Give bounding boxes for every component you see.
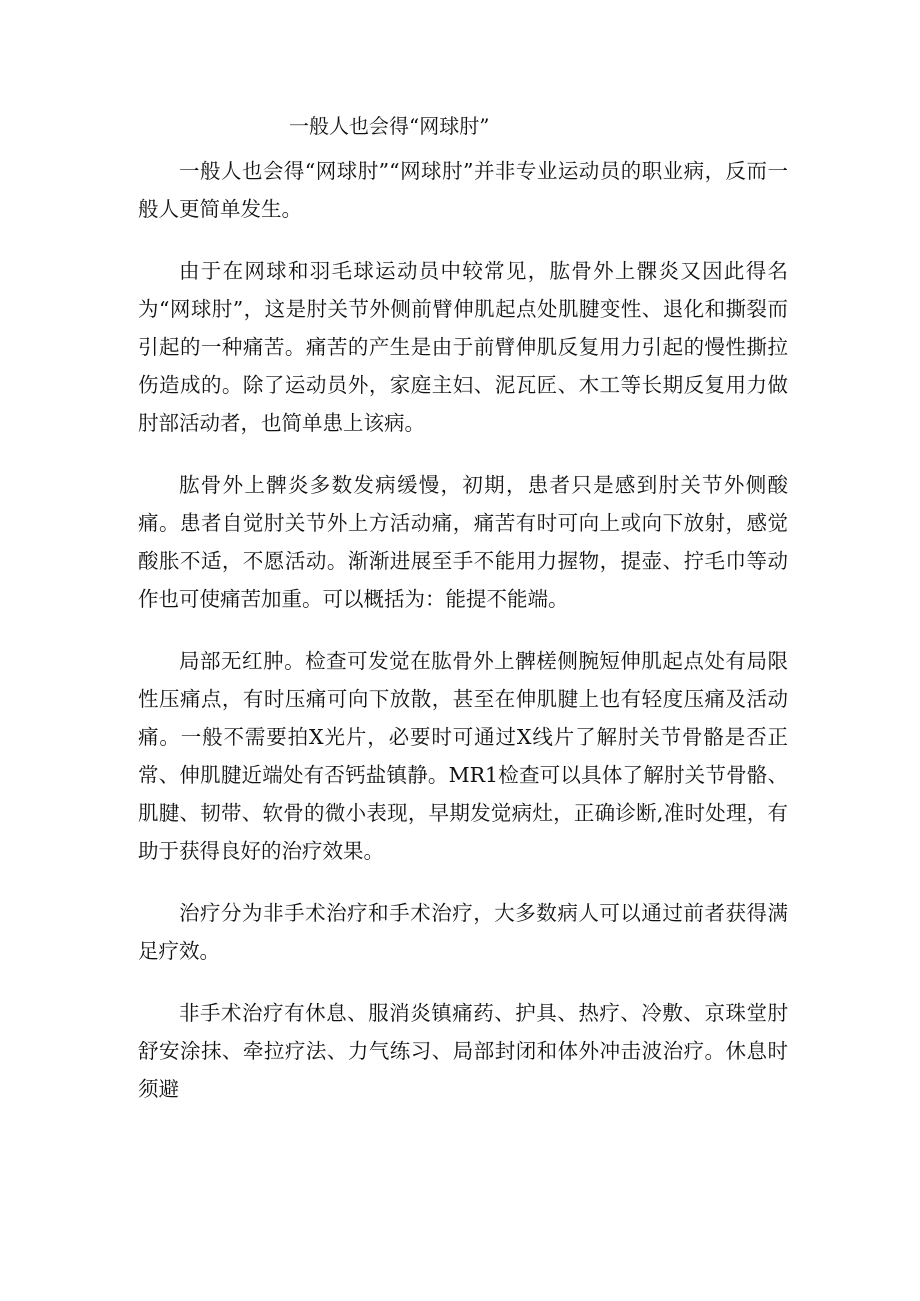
paragraph-5: 治疗分为非手术治疗和手术治疗，大多数病人可以通过前者获得满足疗效。 <box>138 901 788 963</box>
paragraph-1: 一般人也会得“网球肘”“网球肘”并非专业运动员的职业病，反而一般人更简单发生。 <box>138 159 788 221</box>
paragraph-6: 非手术治疗有休息、服消炎镇痛药、护具、热疗、冷敷、京珠堂肘舒安涂抹、牵拉疗法、力气练习、局部封闭和体外冲击波治疗。休息时须避 <box>138 1001 788 1101</box>
document-body <box>138 152 788 1132</box>
paragraph-2: 由于在网球和羽毛球运动员中较常见，肱骨外上髁炎又因此得名为“网球肘”，这是肘关节外侧前臂伸肌起点处肌腱变性、退化和撕裂而引起的一种痛苦。痛苦的产生是由于前臂伸肌反复用力引起的慢性撕拉伤造成的。除了运动员外，家庭主妇、泥瓦匠、木工等长期反复用力做肘部活动者，也简单患上该病。 <box>138 259 788 435</box>
paragraph-3: 肱骨外上髀炎多数发病缓慢，初期，患者只是感到肘关节外侧酸痛。患者自觉肘关节外上方活动痛，痛苦有时可向上或向下放射，感觉酸胀不适，不愿活动。渐渐进展至手不能用力握物，提壶、拧毛巾等动作也可使痛苦加重。可以概括为：能提不能端。 <box>138 473 788 611</box>
paragraph-4: 局部无红肿。检查可发觉在肱骨外上髀槎侧腕短伸肌起点处有局限性压痛点，有时压痛可向下放散，甚至在伸肌腱上也有轻度压痛及活动痛。一般不需要拍X光片，必要时可通过X线片了解肘关节骨骼是否正常、伸肌腱近端处有否钙盐镇静。MR1检查可以具体了解肘关节骨骼、肌腱、韧带、软骨的微小表现，早期发觉病灶，正确诊断,准时处理，有助于获得良好的治疗效果。 <box>138 649 788 863</box>
document-title: 一般人也会得“网球肘” <box>289 114 490 138</box>
